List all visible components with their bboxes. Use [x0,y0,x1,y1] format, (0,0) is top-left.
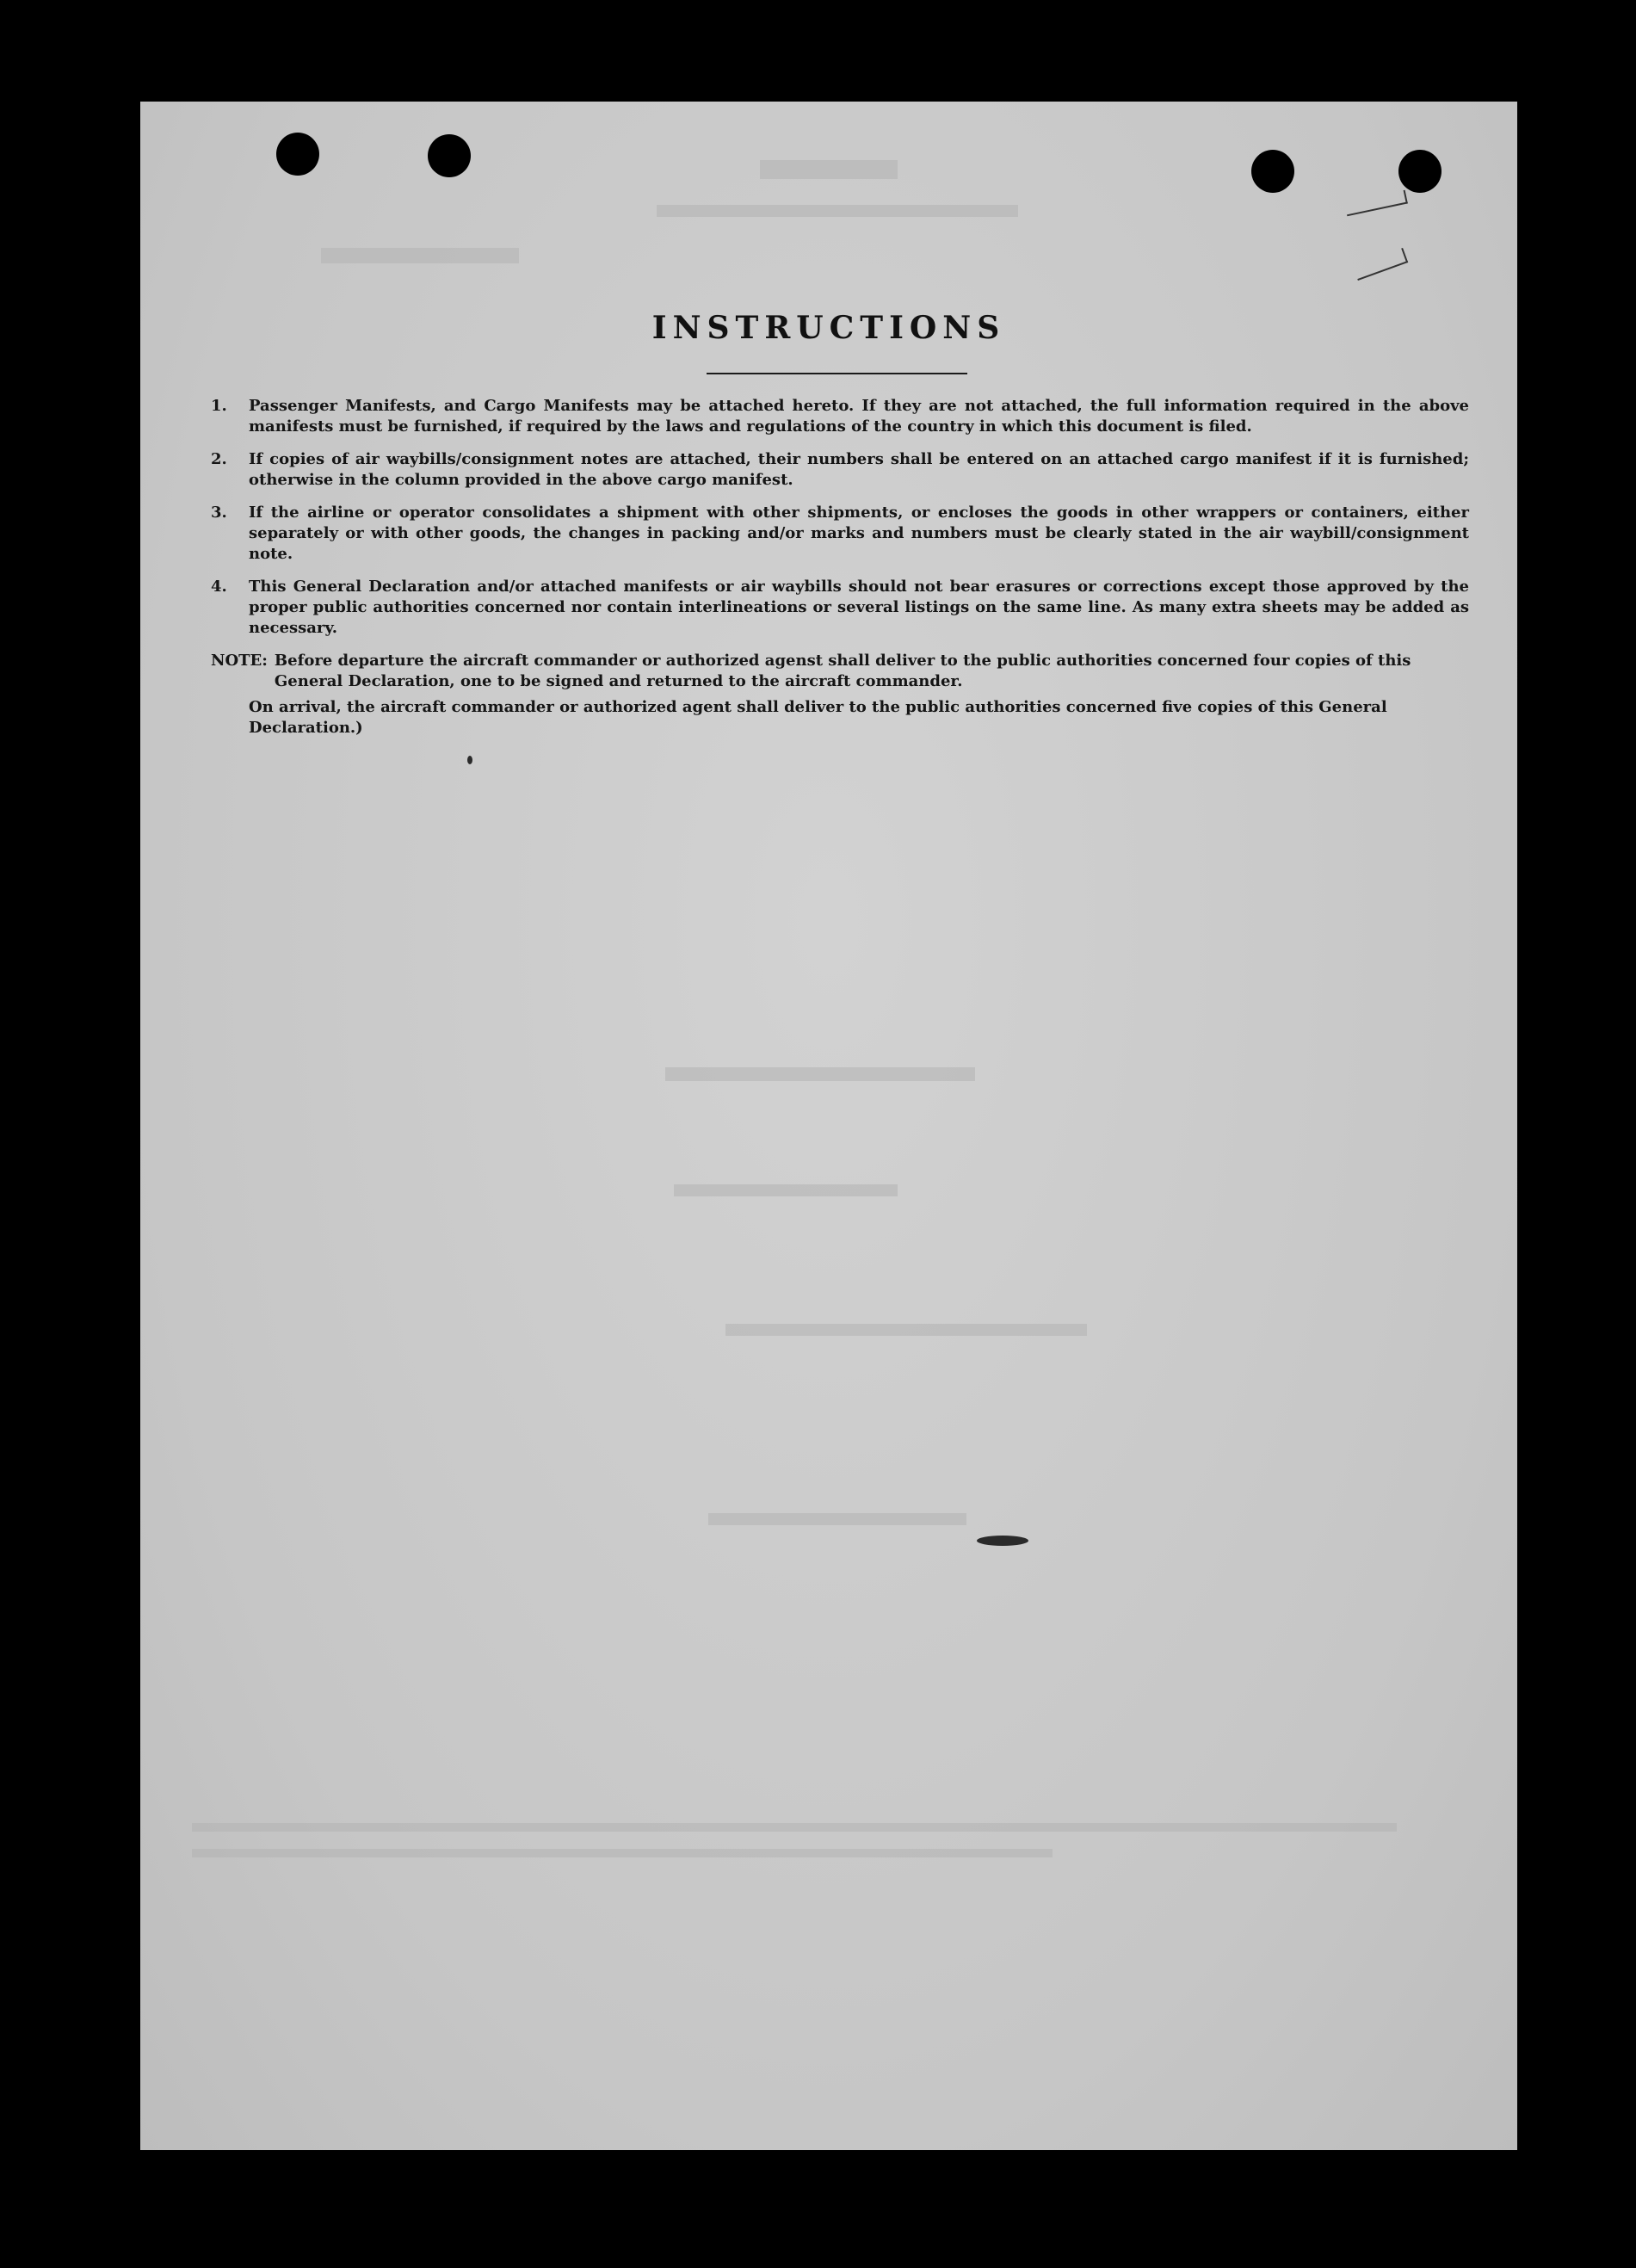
item-text: This General Declaration and/or attached manifests or air waybills should not bear erasures or corrections except those approved by the proper public authorities concerned nor contain interlineations or several listings on the same line. As many extra sheets may be added as necessary. [249,578,1469,637]
note-departure-text: Before departure the aircraft commander or authorized agenst shall deliver to the public authorities concerned four copies of this General Declaration, one to be signed and returned to the aircraft commander. [274,652,1411,690]
bleed-through-mark [321,248,519,263]
punch-hole [1398,150,1442,193]
handwritten-mark [1353,248,1408,281]
bleed-through-mark [192,1823,1397,1832]
item-number: 2. [211,450,227,468]
punch-hole [428,134,471,177]
note-arrival-text: On arrival, the aircraft commander or authorized agent shall deliver to the public authorities concerned five copies of this General Declaration.) [249,698,1387,737]
item-text: Passenger Manifests, and Cargo Manifests may be attached hereto. If they are not attached, the full information required in the above manifests must be furnished, if required by the laws and regulations of the country in which this document is filed. [249,397,1469,436]
bleed-through-mark [725,1324,1087,1336]
note-label: NOTE: [211,652,268,670]
bleed-through-mark [708,1513,966,1525]
title-underline [707,373,967,374]
bleed-through-mark [657,205,1018,217]
bleed-through-mark [760,160,898,179]
item-number: 3. [211,504,227,522]
instruction-item [211,577,1469,639]
instruction-item [211,503,1469,565]
instruction-item [211,396,1469,437]
item-number: 1. [211,397,227,415]
ink-smudge [977,1536,1028,1546]
punch-hole [1251,150,1294,193]
bleed-through-mark [665,1067,975,1081]
instructions-list [211,396,1469,738]
page-title: INSTRUCTIONS [651,310,1006,346]
instruction-item [211,449,1469,491]
punch-hole [276,133,319,176]
ink-smudge [467,756,472,764]
handwritten-mark [1344,190,1408,217]
bleed-through-mark [674,1184,898,1196]
item-text: If the airline or operator consolidates a shipment with other shipments, or encloses the goods in other wrappers or containers, either separately or with other goods, the changes in packing and/or marks and numbers must be clearly stated in the air waybill/consignment note. [249,504,1469,563]
paper-sheet [140,102,1517,2150]
item-text: If copies of air waybills/consignment notes are attached, their numbers shall be entered on an attached cargo manifest if it is furnished; otherwise in the column provided in the above cargo manifest. [249,450,1469,489]
item-number: 4. [211,578,227,596]
note-block [211,651,1469,692]
bleed-through-mark [192,1849,1053,1857]
